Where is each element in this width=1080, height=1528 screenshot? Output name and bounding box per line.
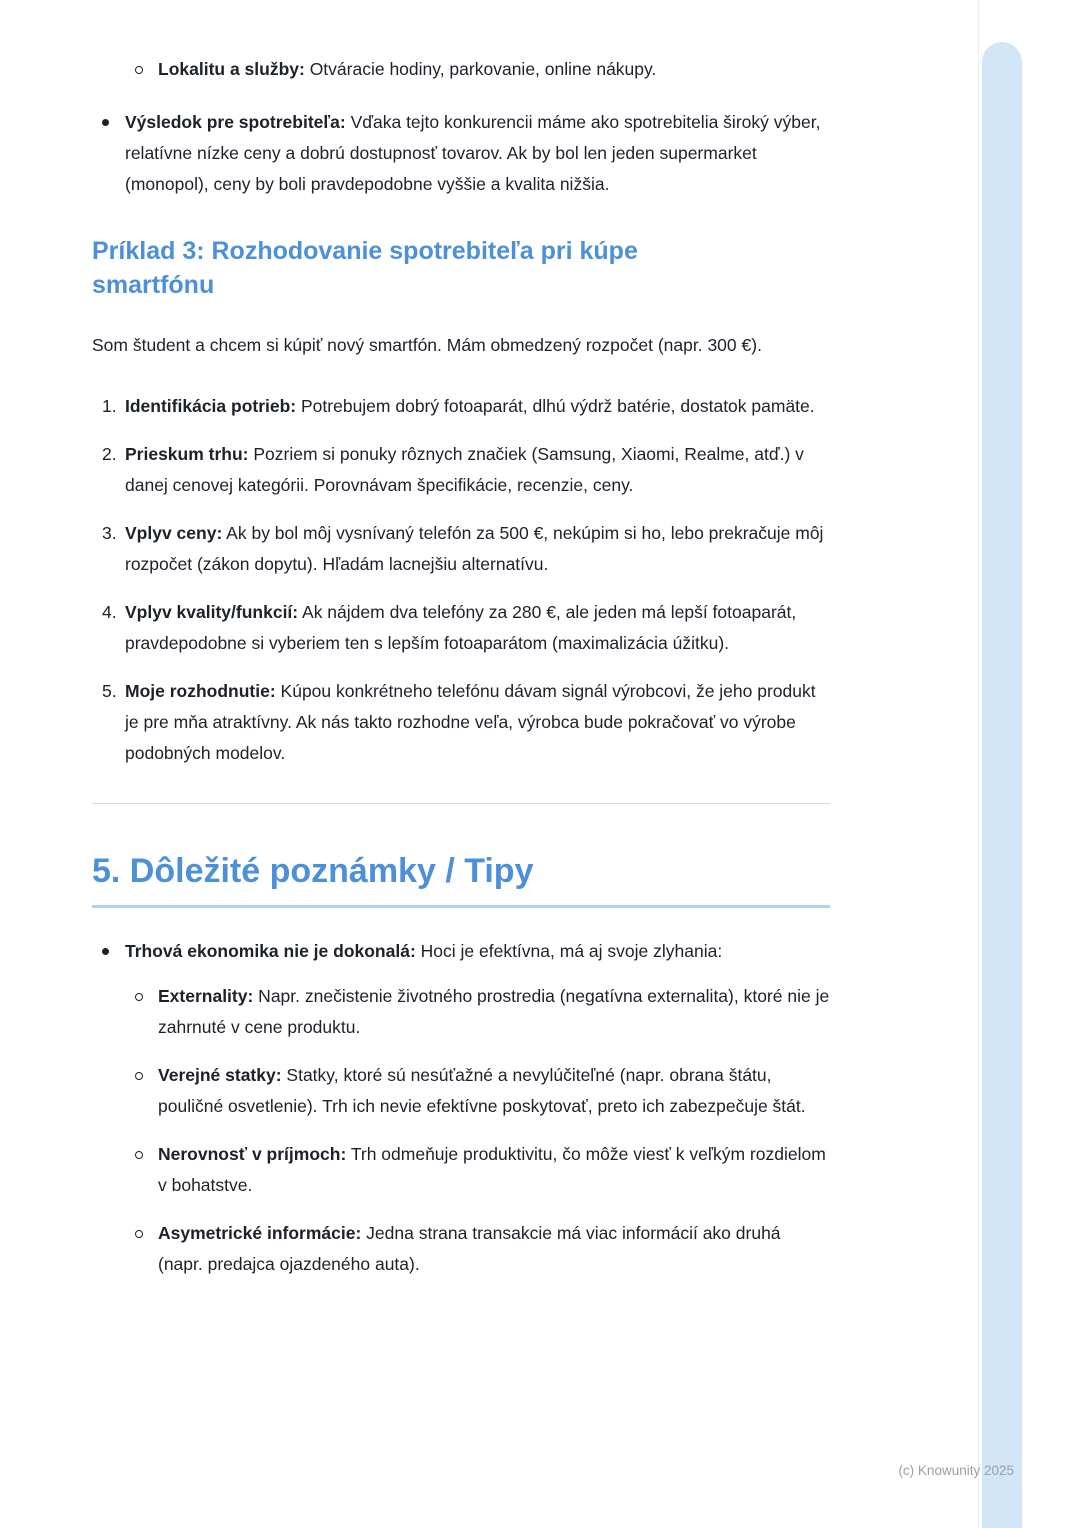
list-item-lokalita bbox=[92, 54, 830, 85]
watermark-knowunity: (c) Knowunity 2025 bbox=[898, 1463, 1014, 1478]
item-label: Vplyv ceny: bbox=[125, 523, 223, 543]
tips-heading: 5. Dôležité poznámky / Tipy bbox=[92, 850, 830, 908]
step-item-2 bbox=[92, 439, 830, 501]
item-rest: Napr. znečistenie životného prostredia (negatívna externalita), ktoré nie je zahrnuté v cene produktu. bbox=[158, 986, 830, 1037]
example-intro: Som študent a chcem si kúpiť nový smartfón. Mám obmedzený rozpočet (napr. 300 €). bbox=[92, 335, 762, 355]
item-rest: Potrebujem dobrý fotoaparát, dlhú výdrž batérie, dostatok pamäte. bbox=[296, 396, 815, 416]
step-text bbox=[125, 396, 815, 416]
item-rest: Jedna strana transakcie má viac informácií ako druhá (napr. predajca ojazdeného auta). bbox=[158, 1223, 781, 1274]
step-item-3 bbox=[92, 518, 830, 580]
item-label: Výsledok pre spotrebiteľa: bbox=[125, 112, 346, 132]
step-text bbox=[125, 602, 796, 653]
sub-item-nerovnost bbox=[92, 1139, 830, 1201]
circle-bullet-icon bbox=[135, 1230, 143, 1238]
step-text bbox=[125, 444, 804, 495]
sub-item-verejne-statky bbox=[92, 1060, 830, 1122]
list-item-text bbox=[158, 1065, 806, 1116]
item-label: Verejné statky: bbox=[158, 1065, 282, 1085]
item-rest: Pozriem si ponuky rôznych značiek (Samsung, Xiaomi, Realme, atď.) v danej cenovej kategórii. Porovnávam špecifikácie, recenzie, ceny. bbox=[125, 444, 804, 495]
step-text bbox=[125, 681, 816, 763]
step-number: 3. bbox=[102, 523, 117, 543]
circle-bullet-icon bbox=[135, 1151, 143, 1159]
section-divider bbox=[92, 803, 830, 804]
item-label: Externality: bbox=[158, 986, 254, 1006]
item-rest: Kúpou konkrétneho telefónu dávam signál výrobcovi, že jeho produkt je pre mňa atraktívny. Ak nás takto rozhodne veľa, výrobca bude pokračovať vo výrobe podobných modelov. bbox=[125, 681, 816, 763]
list-item-text bbox=[158, 1223, 781, 1274]
item-label: Asymetrické informácie: bbox=[158, 1223, 362, 1243]
list-item-trhova bbox=[92, 936, 830, 967]
item-label: Vplyv kvality/funkcií: bbox=[125, 602, 299, 622]
list-item-text bbox=[125, 941, 722, 961]
list-item-text bbox=[158, 986, 829, 1037]
step-item-5 bbox=[92, 676, 830, 769]
item-rest: Vďaka tejto konkurencii máme ako spotrebitelia široký výber, relatívne nízke ceny a dobrú dostupnosť tovarov. Ak by bol len jeden supermarket (monopol), ceny by boli pravdepodobne vyššie a kvalita nižšia. bbox=[125, 112, 821, 194]
item-label: Moje rozhodnutie: bbox=[125, 681, 276, 701]
item-rest: Ak nájdem dva telefóny za 280 €, ale jeden má lepší fotoaparát, pravdepodobne si vyberiem ten s lepším fotoaparátom (maximalizácia úžitku). bbox=[125, 602, 797, 653]
carryover-list bbox=[92, 54, 830, 200]
example-heading: Príklad 3: Rozhodovanie spotrebiteľa pri kúpe smartfónu bbox=[92, 237, 638, 299]
disc-bullet-icon bbox=[102, 948, 109, 955]
step-text bbox=[125, 523, 823, 574]
item-rest: Ak by bol môj vysnívaný telefón za 500 €, nekúpim si ho, lebo prekračuje môj rozpočet (zákon dopytu). Hľadám lacnejšiu alternatívu. bbox=[125, 523, 824, 574]
item-label: Trhová ekonomika nie je dokonalá: bbox=[125, 941, 416, 961]
list-item-text bbox=[158, 59, 656, 79]
circle-bullet-icon bbox=[135, 66, 143, 74]
step-number: 2. bbox=[102, 444, 117, 464]
item-rest: Otváracie hodiny, parkovanie, online nákupy. bbox=[304, 59, 657, 79]
item-label: Prieskum trhu: bbox=[125, 444, 249, 464]
tips-list bbox=[92, 936, 830, 967]
step-number: 1. bbox=[102, 396, 117, 416]
step-number: 4. bbox=[102, 602, 117, 622]
step-item-1 bbox=[92, 391, 830, 422]
list-item-text bbox=[158, 1144, 826, 1195]
list-item-vysledok bbox=[92, 107, 830, 200]
item-label: Identifikácia potrieb: bbox=[125, 396, 297, 416]
list-item-text bbox=[125, 112, 820, 194]
item-rest: Trh odmeňuje produktivitu, čo môže viesť k veľkým rozdielom v bohatstve. bbox=[158, 1144, 826, 1195]
item-rest: Statky, ktoré sú nesúťažné a nevylúčiteľné (napr. obrana štátu, pouličné osvetlenie). Trh ich nevie efektívne poskytovať, preto ich zabezpečuje štát. bbox=[158, 1065, 806, 1116]
disc-bullet-icon bbox=[102, 119, 109, 126]
steps-list bbox=[92, 391, 830, 769]
item-label: Nerovnosť v príjmoch: bbox=[158, 1144, 347, 1164]
tips-sub-list bbox=[92, 981, 830, 1280]
item-rest: Hoci je efektívna, má aj svoje zlyhania: bbox=[415, 941, 723, 961]
step-number: 5. bbox=[102, 681, 117, 701]
circle-bullet-icon bbox=[135, 1072, 143, 1080]
circle-bullet-icon bbox=[135, 993, 143, 1001]
step-item-4 bbox=[92, 597, 830, 659]
sub-item-externality bbox=[92, 981, 830, 1043]
sub-item-asymetricke-informacie bbox=[92, 1218, 830, 1280]
item-label: Lokalitu a služby: bbox=[158, 59, 305, 79]
